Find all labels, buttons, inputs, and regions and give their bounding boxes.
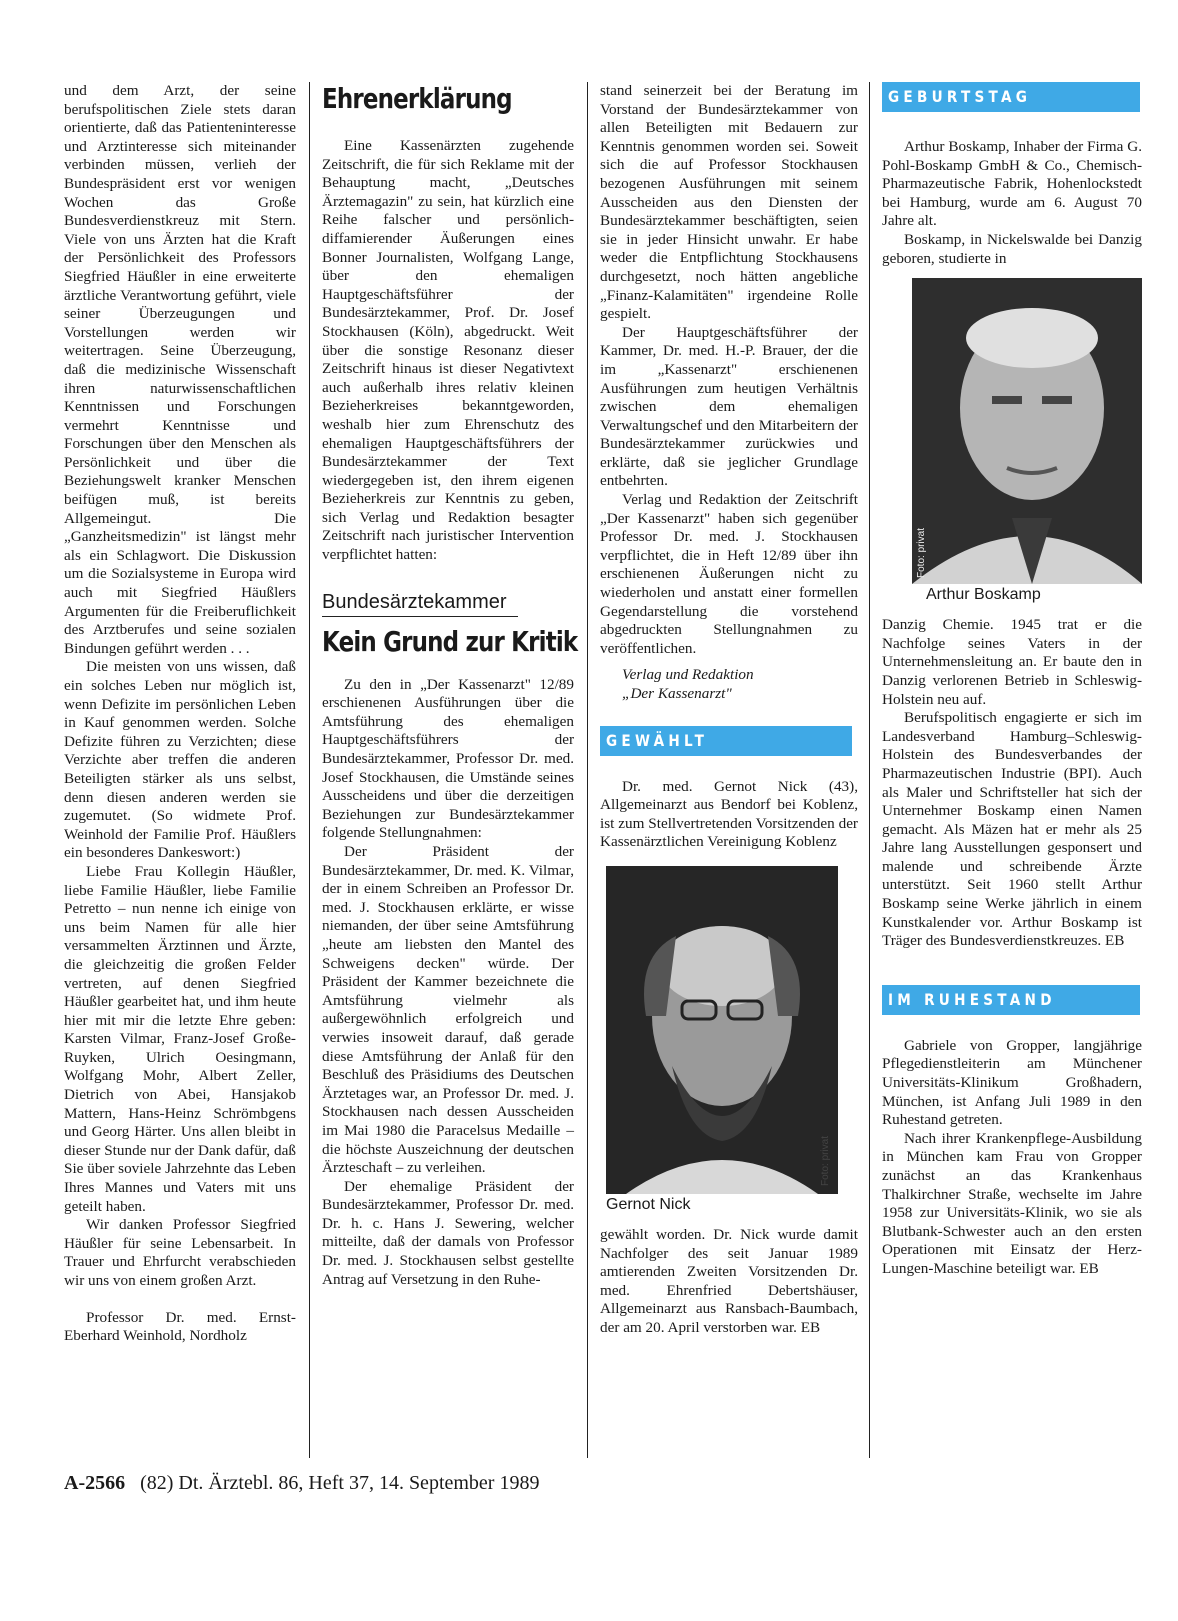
section-banner-gewaehlt: GEWÄHLT — [600, 726, 852, 756]
column-personalia — [882, 82, 1142, 1279]
portrait-photo — [912, 278, 1142, 584]
photo-credit: Foto: privat — [820, 1135, 831, 1186]
column-ehrenerklaerung — [322, 82, 578, 1289]
paragraph: Dr. med. Gernot Nick (43), Allgemeinarzt aus Bendorf bei Koblenz, ist zum Stellvertretenden Vorsitzenden der Kassenärztlichen Vereinigung Koblenz — [600, 777, 858, 851]
paragraph: Der Hauptgeschäftsführer der Kammer, Dr. med. H.-P. Brauer, der die im „Kassenarzt" erschienenen Ausführungen zum heutigen Verhältnis zwischen dem ehemaligen Verwaltungschef und den Mitarbeitern der Bundesärztekammer zurückwies und erklärte, daß sie jeglicher Grundlage entbehrten. — [600, 323, 858, 490]
column-rule — [587, 82, 588, 1458]
portrait-silhouette — [606, 866, 838, 1194]
portrait-silhouette — [912, 278, 1142, 584]
paragraph: Boskamp, in Nickelswalde bei Danzig geboren, studierte in — [882, 230, 1142, 267]
page-footer — [64, 1472, 539, 1495]
kicker: Bundesärztekammer — [322, 591, 518, 617]
paragraph: Nach ihrer Krankenpflege-Ausbildung in München kam Frau von Gropper zunächst an das Krankenhaus Thalkirchner Straße, wechselte im Jahre 1958 zur Universitäts-Klinik, wo sie als Blutbank-Schwester auch an den ersten Operationen mit Einsatz der Herz-Lungen-Maschine beteiligt war. EB — [882, 1129, 1142, 1277]
photo-caption: Gernot Nick — [606, 1195, 691, 1213]
paragraph: stand seinerzeit bei der Beratung im Vorstand der Bundesärztekammer von allen Beteiligten mit Bedauern zur Kenntnis genommen worden sei. Soweit sich die auf Professor Stockhausen bezogenen Ausführungen mit seinem Ausscheiden aus den Diensten der Bundesärztekammer beschäftigten, seien sie in jeder Hinsicht unwahr. Er habe weder die Entpflichtung Stockhausens durchgesetzt, noch hätten angebliche „Finanz-Kalamitäten" irgendeine Rolle gespielt. — [600, 82, 858, 323]
portrait-photo — [606, 866, 838, 1194]
paragraph: Eine Kassenärzten zugehende Zeitschrift, die für sich Reklame mit der Behauptung macht, „Deutsches Ärztemagazin" zu sein, hat kürzlich eine Reihe falscher und persönlich-diffamierender Äußerungen eines Bonner Journalisten, Wolfgang Lange, über den ehemaligen Hauptgeschäftsführer der Bundesärztekammer, Prof. Dr. Josef Stockhausen (Köln), abgedruckt. Weit über die sonstige Resonanz dieser Zeitschrift hinaus ist dieser Negativtext auch außerhalb ihres relativ kleinen Bezieherkreises bekanntgeworden, weshalb hier zum Ehrenschutz des ehemaligen Hauptgeschäftsführers der Bundesärztekammer der Text wiedergegeben ist, den ihrem eigenen Bezieherkreis zur Kenntnis zu geben, sich Verlag und Redaktion besagter Zeitschrift nach juristischer Intervention verpflichtet hatten: — [322, 137, 574, 564]
signature: Professor Dr. med. Ernst-Eberhard Weinhold, Nordholz — [64, 1308, 296, 1345]
section-banner-geburtstag: GEBURTSTAG — [882, 82, 1140, 112]
column-rule — [869, 82, 870, 1458]
signature: Verlag und Redaktion — [622, 666, 754, 684]
paragraph: Arthur Boskamp, Inhaber der Firma G. Pohl-Boskamp GmbH & Co., Chemisch-Pharmazeutische Fabrik, Hohenlockstedt bei Hamburg, wurde am 6. August 70 Jahre alt. — [882, 138, 1142, 230]
paragraph: Wir danken Professor Siegfried Häußler für seine Lebensarbeit. In Trauer und Ehrfurcht verabschieden wir uns von einem großen Arzt. — [64, 1216, 296, 1289]
section-banner-ruhestand: IM RUHESTAND — [882, 985, 1140, 1015]
headline: Kein Grund zur Kritik — [322, 624, 578, 658]
paragraph: gewählt worden. Dr. Nick wurde damit Nachfolger des seit Januar 1989 amtierenden Zweiten Vorsitzenden Dr. med. Ehrenfried Debertshäuser, Allgemeinarzt aus Ransbach-Baumbach, der am 20. April verstorben war. EB — [600, 1225, 858, 1336]
paragraph: und dem Arzt, der seine berufspolitischen Ziele stets daran orientierte, daß das Patienteninteresse und Arztinteresse sich miteinander verbinden müssen, verlieh der Bundespräsident erst vor wenigen Wochen das Große Bundesverdienstkreuz mit Stern. Viele von uns Ärzten hat die Kraft der Persönlichkeit des Professors Siegfried Häußler in eine erweiterte ärztliche Verantwortung geführt, viele seiner Überzeugungen und Vorstellungen werden wir weitertragen. Seine Überzeugung, daß die medizinische Wissenschaft ihren naturwissenschaftlichen Kenntnissen und Forschungen vermehrt Kenntnisse und Forschungen über den Menschen als Persönlichkeit und über die Beziehungswelt kranker Menschen beifügen muß, ist bereits Allgemeingut. Die „Ganzheitsmedizin" ist längst mehr als ein Schlagwort. Die Diskussion um die Sozialsysteme in Europa wird auch mit Siegfried Häußlers Argumenten für die Freiberuflichkeit des Arztberufes und seine sozialen Bindungen geführt werden . . . — [64, 82, 296, 657]
photo-caption: Arthur Boskamp — [926, 586, 1041, 604]
signature: „Der Kassenarzt" — [622, 685, 732, 702]
issue-info: (82) Dt. Ärztebl. 86, Heft 37, 14. September 1989 — [140, 1472, 540, 1494]
paragraph: Der ehemalige Präsident der Bundesärztekammer, Professor Dr. med. Dr. h. c. Hans J. Sewering, welcher mitteilte, daß der damals von Professor Dr. med. J. Stockhausen selbst gestellte Antrag auf Versetzung in den Ruhe- — [322, 1177, 574, 1288]
column-rule — [309, 82, 310, 1458]
paragraph: Zu den in „Der Kassenarzt" 12/89 erschienenen Ausführungen über die Amtsführung des ehemaligen Hauptgeschäftsführers der Bundesärztekammer, Professor Dr. med. Josef Stockhausen, die Umstände seines Ausscheidens und über die derzeitigen Beziehungen zur Bundesärztekammer folgende Stellungnahmen: — [322, 675, 574, 842]
paragraph: Danzig Chemie. 1945 trat er die Nachfolge seines Vaters in der Unternehmensleitung an. Er baute den in Danzig verlorenen Betrieb in Schleswig-Holstein neu auf. — [882, 616, 1142, 708]
paragraph: Verlag und Redaktion der Zeitschrift „Der Kassenarzt" haben sich gegenüber Professor Dr. med. J. Stockhausen verpflichtet, die in Heft 12/89 über ihn erschienenen Äußerungen nicht zu wiederholen und anstatt einer formellen Gegendarstellung die vorstehend abgedruckten Stellungnahmen zu veröffentlichen. — [600, 491, 858, 657]
column-continuation — [600, 82, 858, 1338]
paragraph: Berufspolitisch engagierte er sich im Landesverband Hamburg–Schleswig-Holstein des Bundesverbandes der Pharmazeutischen Industrie (BPI). Auch als Maler und Schriftsteller hat sich der Unternehmer Boskamp einen Namen gemacht. Als Mäzen hat er mehr als 25 Jahre lang Ausstellungen gesponsert und malende und schreibende Ärzte unterstützt. Seit 1960 stellt Arthur Boskamp seine Werke jährlich in einem Kunstkalender vor. Arthur Boskamp ist Träger des Bundesverdienstkreuzes. EB — [882, 709, 1142, 950]
paragraph: Gabriele von Gropper, langjährige Pflegedienstleiterin am Münchener Universitäts-Klinikum Großhadern, München, ist Anfang Juli 1989 in den Ruhestand getreten. — [882, 1036, 1142, 1129]
headline: Ehrenerklärung — [322, 82, 512, 115]
paragraph: Liebe Frau Kollegin Häußler, liebe Familie Häußler, liebe Familie Petretto – nun nenne ich einige von uns beim Namen für alle hier versammelten Ärztinnen und Ärzte, die gleichzeitig die großen Felder vertreten, auf denen Siegfried Häußler gearbeitet hat, und ihm heute hier mit mir die letzte Ehre geben: Karsten Vilmar, Franz-Josef Große-Ruyken, Ulrich Oesingmann, Wolfgang Mohr, Albert Zeller, Dietrich von Abei, Hansjakob Mattern, Hans-Heinz Schrömbgens und Georg Härter. Uns allen bleibt in dieser Stunde nur der Dank dafür, daß Sie über soviele Jahrzehnte das Leben Ihres Mannes und Vaters mit uns geteilt haben. — [64, 862, 296, 1215]
column-obituary — [64, 82, 296, 1346]
photo-credit: Foto: privat — [916, 528, 927, 579]
paragraph: Die meisten von uns wissen, daß ein solches Leben nur möglich ist, wenn Defizite im persönlichen Leben in Kauf genommen werden. Solche Defizite führen zu Verzichten; diese Verzichte aber treffen die anderen Beteiligten stärker als uns selbst, denn diesen anderen werden sie zugemutet. (So widmete Prof. Weinhold der Familie Prof. Häußlers ein besonderes Dankeswort:) — [64, 658, 296, 862]
paragraph: Der Präsident der Bundesärztekammer, Dr. med. K. Vilmar, der in einem Schreiben an Professor Dr. med. J. Stockhausen erklärte, er wisse niemanden, der über seine Amtsführung „heute am liebsten den Mantel des Schweigens decken" würde. Der Präsident der Kammer bezeichnete die Amtsführung vielmehr als außergewöhnlich erfolgreich und verwies insoweit darauf, daß gerade diese Amtsführung der Anlaß für den Beschluß des Präsidiums des Deutschen Ärztetages war, an Professor Dr. med. J. Stockhausen nach dessen Ausscheiden im Mai 1980 die Paracelsus Medaille – die höchste Auszeichnung der deutschen Ärzteschaft – zu verleihen. — [322, 843, 574, 1177]
page-code: A-2566 — [64, 1472, 126, 1494]
